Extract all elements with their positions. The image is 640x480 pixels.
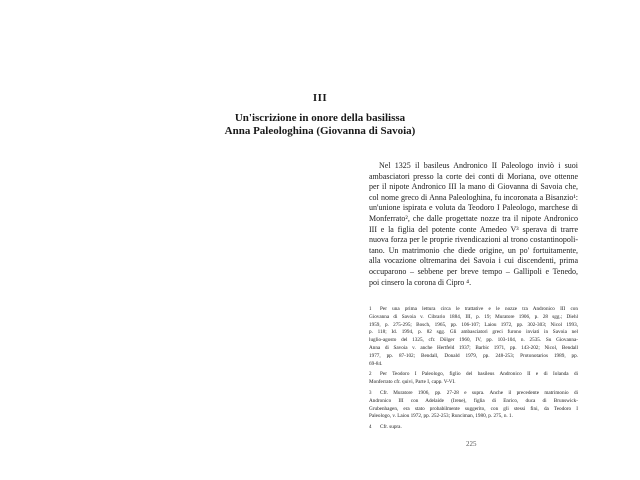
body-line: tano. Un matrimonio che diede origine, un po' fortuitamente, xyxy=(369,245,578,255)
body-line: col nome greco di Anna Paleologhina, fu incoronata a Bisanzio¹: xyxy=(369,192,578,202)
body-line: poi cinsero la corona di Cipro ⁴. xyxy=(369,277,472,287)
chapter-title xyxy=(0,112,640,138)
body-line: per il nipote Andronico III la mano di Giovanna di Savoia che, xyxy=(369,182,578,192)
chapter-number: III xyxy=(312,92,328,104)
footnote-line: 1959, p. 275-295; Bosch, 1965, pp. 106-107; Laiou 1972, pp. 302-303; Nicol 1993, xyxy=(369,321,578,328)
footnote-line: Paleologo, v. Laiou 1972, pp. 252-253; Runciman, 1980, p. 275, n. 1. xyxy=(369,413,513,420)
page-number: 225 xyxy=(466,440,477,448)
footnote-number: 4 xyxy=(369,425,372,431)
footnote-line: luglio-agosto del 1325, cfr. Dölger 1960, IV, pp. 103-104, n. 2535. Su Giovanna- xyxy=(369,337,578,344)
footnote-line: Andronico III con Adelaide (Irene), figlia di Enrico, duca di Brunswick- xyxy=(369,397,578,404)
footnote-line: Per Teodoro I Paleologo, figlio del basileus Andronico II e di Iolanda di xyxy=(380,371,578,378)
body-line: Monferrato², che dalle progettate nozze tra il nipote Andronico xyxy=(369,213,578,223)
footnote-number: 1 xyxy=(369,307,372,312)
footnote-line: Per una prima lettura circa le trattative e le nozze tra Andronico III con xyxy=(380,306,578,312)
footnote-number: 3 xyxy=(369,390,372,396)
footnote-line: Anna di Savoia v. anche Hertfeld 1937; Barbic 1971, pp. 143-202; Nicol, Bendall xyxy=(369,344,578,351)
footnotes-section xyxy=(369,306,578,435)
footnote-line: Cfr. supra. xyxy=(380,424,402,431)
footnote-line: Cfr. Muratore 1906, pp. 27-28 e supra. Anche il precedente matrimonio di xyxy=(380,389,578,396)
footnote-3 xyxy=(369,390,578,421)
footnote-line: p. 118; Id. 1994, p. 82 sgg. Gli ambasciatori greci furono inviati in Savoia nel xyxy=(369,329,578,336)
body-line: alla vocazione oltremarina dei Savoia i cui discendenti, prima xyxy=(369,256,578,266)
body-line: occuparono – sebbene per breve tempo – Gallipoli e Tenedo, xyxy=(369,266,578,276)
footnote-line: 1977, pp. 87-102; Bendall, Donald 1979, pp. 248-253; Protonotarios 1989, pp. xyxy=(369,352,578,359)
footnote-line: Monferrato cfr. quivi, Parte I, capp. V-VI. xyxy=(369,379,456,386)
footnote-line: Giovanna di Savoia v. Cibrario 1884, III, p. 19; Muratore 1906, p. 28 sgg.; Diehl xyxy=(369,313,578,320)
body-line: nuova forza per le proprie rivendicazioni al trono costantinopoli- xyxy=(369,235,578,245)
body-line: III e la figlia del potente conte Amedeo V³ sperava di trarre xyxy=(369,224,578,234)
chapter-title-line-2: Anna Paleologhina (Giovanna di Savoia) xyxy=(224,125,416,137)
footnote-2 xyxy=(369,371,578,387)
footnote-number: 2 xyxy=(369,372,372,378)
body-paragraph xyxy=(369,161,578,288)
footnote-line: Grubenhagen, era stato probabilmente suggerito, con gli stessi fini, da Teodoro I xyxy=(369,405,578,412)
body-line: ambasciatori presso la corte dei conti di Moriana, ove ottenne xyxy=(369,171,578,181)
body-line: Nel 1325 il basileus Andronico II Paleologo inviò i suoi xyxy=(379,161,578,170)
footnote-line: 69-84. xyxy=(369,360,383,367)
footnote-1 xyxy=(369,306,578,368)
chapter-title-line-1: Un'iscrizione in onore della basilissa xyxy=(234,112,406,124)
footnote-4 xyxy=(369,424,578,432)
body-line: un'unione ispirata e voluta da Teodoro I Paleologo, marchese di xyxy=(369,203,578,213)
